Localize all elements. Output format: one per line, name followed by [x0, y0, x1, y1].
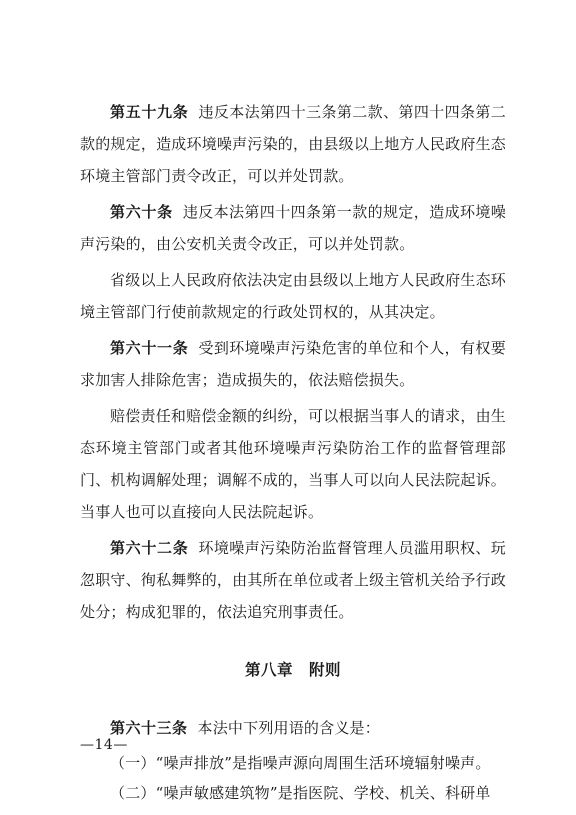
chapter-heading — [80, 654, 506, 686]
chapter-title: 附则 — [309, 661, 342, 679]
definition-2: （二）“噪声敏感建筑物”是指医院、学校、机关、科研单 — [110, 784, 491, 802]
article-60 — [80, 196, 506, 260]
article-text: 违反本法第四十三条第二款、第四十四条第二款的规定，造成环境噪声污染的，由县级以上地方人民政府生态环境主管部门责令改正，可以并处罚款。 — [80, 103, 506, 185]
article-number: 第六十二条 — [110, 539, 189, 557]
page-number: —14— — [80, 737, 128, 753]
article-number: 第六十条 — [110, 203, 173, 221]
article-62 — [80, 532, 506, 628]
article-59 — [80, 96, 506, 192]
article-number: 第六十一条 — [110, 339, 189, 357]
chapter-number: 第八章 — [244, 661, 293, 679]
article-63 — [80, 712, 506, 744]
article-60-para-2 — [80, 264, 506, 328]
article-text: 受到环境噪声污染危害的单位和个人，有权要求加害人排除危害；造成损失的，依法赔偿损失。 — [80, 339, 506, 389]
article-text: 违反本法第四十四条第一款的规定，造成环境噪声污染的，由公安机关责令改正，可以并处罚款。 — [80, 203, 506, 253]
article-text: 省级以上人民政府依法决定由县级以上地方人民政府生态环境主管部门行使前款规定的行政处罚权的，从其决定。 — [80, 271, 506, 321]
page-body — [80, 96, 506, 808]
article-text: 环境噪声污染防治监督管理人员滥用职权、玩忽职守、徇私舞弊的，由其所在单位或者上级主管机关给予行政处分；构成犯罪的，依法追究刑事责任。 — [80, 539, 506, 621]
article-number: 第五十九条 — [110, 103, 189, 121]
article-61-para-2 — [80, 400, 506, 528]
definition-1: （一）“噪声排放”是指噪声源向周围生活环境辐射噪声。 — [110, 754, 491, 772]
article-number: 第六十三条 — [110, 719, 188, 737]
article-text: 本法中下列用语的含义是： — [197, 719, 380, 737]
article-text: 赔偿责任和赔偿金额的纠纷，可以根据当事人的请求，由生态环境主管部门或者其他环境噪声污染防治工作的监督管理部门、机构调解处理；调解不成的，当事人可以向人民法院起诉。当事人也可以直接向人民法院起诉。 — [80, 407, 506, 521]
article-61 — [80, 332, 506, 396]
